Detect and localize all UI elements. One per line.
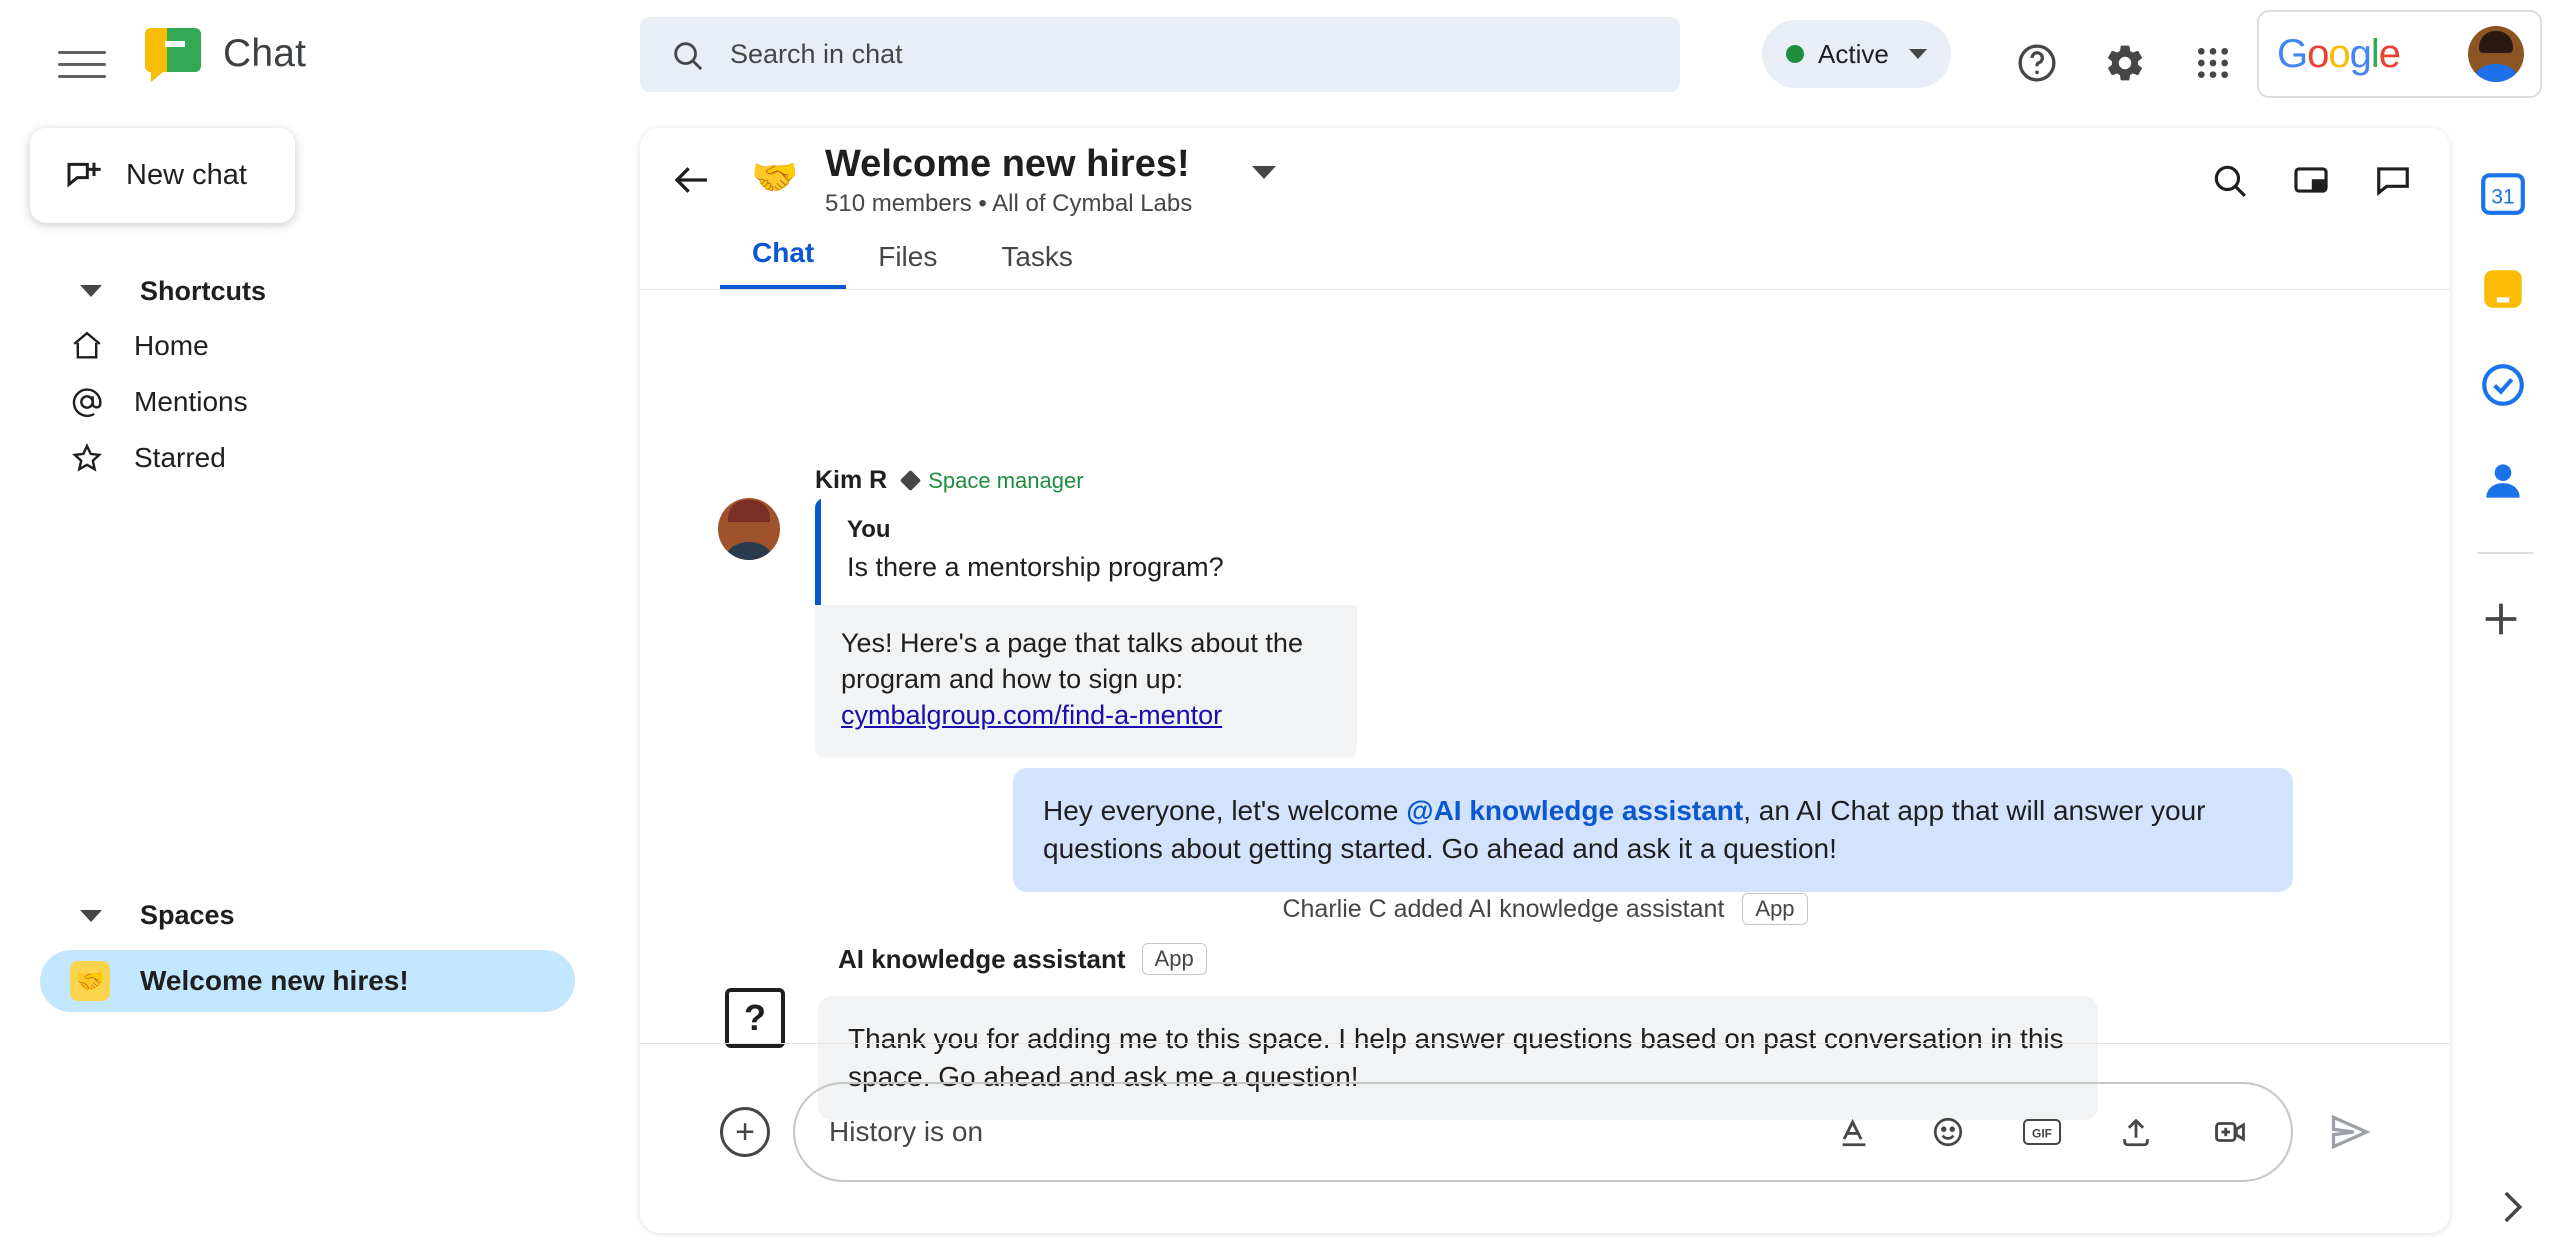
split-view-icon[interactable] [2284,153,2338,207]
mentor-link[interactable]: cymbalgroup.com/find-a-mentor [841,700,1223,731]
avatar[interactable] [2468,26,2524,82]
sidebar-item-home[interactable] [40,315,580,377]
member-count: 510 members [825,190,972,217]
room-actions [2202,153,2420,207]
quote-text: Is there a mentorship program? [847,552,1224,582]
shortcuts-collapse-icon[interactable] [80,285,102,297]
spaces-collapse-icon[interactable] [80,910,102,922]
chevron-right-icon[interactable] [2490,1186,2532,1228]
app-tag: App [1142,943,1207,975]
app-tag: App [1742,893,1807,925]
diamond-icon [900,470,921,491]
message-bubble-incoming: Thank you for adding me to this space. I help answer questions based on past conversation in this space. Go ahead and ask me a question! [818,996,2098,1120]
calendar-icon[interactable] [2478,168,2532,222]
tasks-icon[interactable] [2478,360,2532,414]
add-panel-icon[interactable] [2478,596,2532,650]
upload-icon[interactable] [2109,1105,2163,1159]
sidebar-item-label: Mentions [134,386,248,417]
sidebar-item-mentions[interactable] [40,371,580,433]
home-icon [70,329,104,363]
system-message [640,893,2450,925]
rail-divider [2477,552,2533,554]
plus-circle-icon[interactable]: + [720,1107,770,1157]
side-panel-rail [2450,128,2560,1260]
composer-icons [1827,1105,2257,1159]
room-org: All of Cymbal Labs [992,190,1193,217]
gear-icon[interactable] [2098,36,2152,90]
quote-block [815,498,1357,605]
chat-panel-icon[interactable] [2366,153,2420,207]
avatar[interactable] [718,498,780,560]
new-chat-label: New chat [126,159,247,191]
google-account-box[interactable] [2257,10,2542,98]
assistant-header [838,943,1207,975]
sidebar-item-label: Starred [134,442,226,473]
help-icon[interactable] [2010,36,2064,90]
tab-tasks[interactable]: Tasks [1001,241,1073,272]
welcome-text-after: , an AI Chat app that will answer your questions about getting started. Go ahead and ask it a question! [1043,795,2206,864]
quote-reply-text: Yes! Here's a page that talks about the program and how to sign up: [841,628,1303,695]
room-emoji-icon: 🤝 [751,157,799,199]
search-placeholder: Search in chat [730,39,903,69]
google-wordmark: Google [2277,31,2401,76]
system-message-text: Charlie C added AI knowledge assistant [1282,894,1725,923]
sidebar-item-welcome-new-hires[interactable] [40,950,575,1012]
brand [145,28,306,80]
search-input[interactable] [640,17,1680,92]
spaces-title: Spaces [140,900,235,930]
chat-logo-icon [145,28,201,80]
message-author: AI knowledge assistant [838,943,1126,974]
search-icon [670,38,704,72]
message-input[interactable] [793,1082,2293,1182]
room-tabs [640,228,2450,290]
message-author-row [815,466,1084,495]
at-icon [70,385,104,419]
status-dot-icon [1786,45,1804,63]
svg-text:GIF: GIF [2032,1126,2052,1141]
emoji-icon[interactable] [1921,1105,1975,1159]
shortcuts-title: Shortcuts [140,276,267,306]
room-header [640,128,2450,233]
main-menu-icon[interactable] [58,42,106,86]
status-chip[interactable] [1762,20,1951,88]
message-bubble-outgoing [1013,768,2293,892]
tab-files[interactable]: Files [878,241,938,272]
format-text-icon[interactable] [1827,1105,1881,1159]
composer-area [640,1043,2450,1233]
handshake-icon: 🤝 [70,961,110,1001]
brand-title: Chat [223,32,307,75]
page-title: Welcome new hires! [825,143,1190,185]
sidebar-item-label: Welcome new hires! [140,965,409,996]
status-label: Active [1818,38,1889,69]
send-icon[interactable] [2320,1102,2380,1162]
svg-text:31: 31 [2491,185,2515,209]
welcome-text-before: Hey everyone, let's welcome [1043,795,1407,826]
search-icon[interactable] [2202,153,2256,207]
status-badge [903,468,1083,494]
quote-reply [815,605,1357,758]
contacts-icon[interactable] [2478,456,2532,510]
status-badge-label: Space manager [928,467,1084,493]
quoted-message-card[interactable] [815,498,1357,758]
mention-chip[interactable]: @AI knowledge assistant [1406,795,1744,826]
message-author: Kim R [815,466,888,494]
back-arrow-icon[interactable] [665,153,719,207]
room-menu-chevron-icon[interactable] [1252,166,1276,179]
new-chat-button[interactable] [30,128,295,223]
apps-grid-icon[interactable] [2186,36,2240,90]
keep-icon[interactable] [2478,264,2532,318]
composer-placeholder: History is on [829,1116,984,1147]
chevron-down-icon [1909,49,1927,59]
sidebar-item-label: Home [134,330,209,361]
conversation-panel [640,128,2450,1233]
tab-chat[interactable]: Chat [720,237,846,289]
quote-author: You [847,516,891,543]
room-subtitle [825,190,1192,218]
bot-avatar-icon: ? [725,988,785,1048]
star-icon [70,441,104,475]
video-add-icon[interactable] [2203,1105,2257,1159]
gif-icon[interactable] [2015,1105,2069,1159]
top-bar [0,0,2560,128]
sidebar-item-starred[interactable] [40,427,580,489]
new-chat-icon [64,156,104,196]
subtitle-separator: • [978,190,987,217]
